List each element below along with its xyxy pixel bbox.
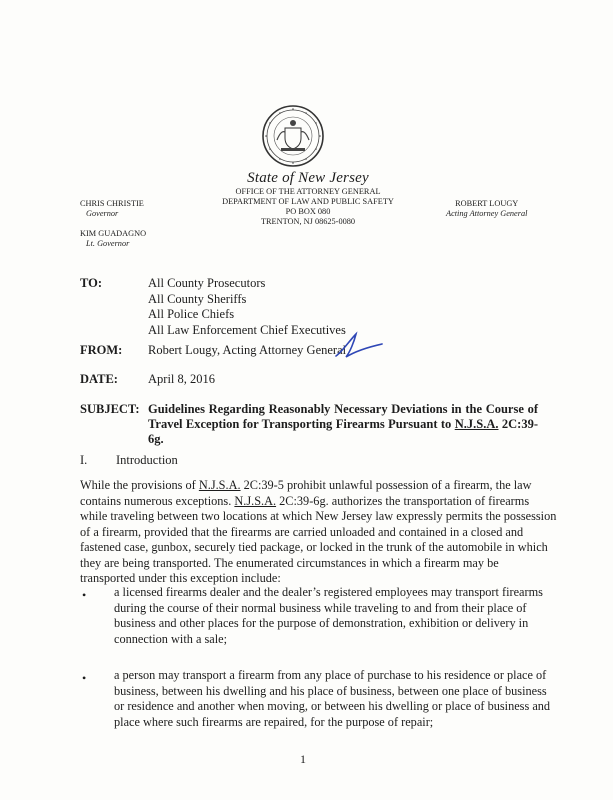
recipient: All Police Chiefs (148, 307, 235, 322)
text-run: While the provisions of (80, 478, 199, 492)
subject-value (148, 402, 538, 447)
bullet-item (114, 668, 551, 730)
bullet-line: during the course of their normal business while traveling to and from their place of (114, 600, 527, 615)
paragraph-line (80, 478, 535, 494)
subject-label: SUBJECT: (80, 402, 140, 416)
subject-text-end: 2C:39-6g. (148, 417, 538, 446)
section-title: Introduction (116, 453, 178, 467)
from-label: FROM: (80, 343, 123, 357)
bullet-line: business and other places for the purpose of demonstration, exhibition or delivery in (114, 616, 529, 630)
lt-governor-title: Lt. Governor (86, 239, 130, 248)
state-seal-image (261, 104, 325, 168)
bullet-line: a person may transport a firearm from any place of purchase to his residence or place of (114, 668, 547, 682)
bullet-line: connection with a sale; (114, 631, 228, 646)
intro-paragraph (80, 478, 557, 587)
ag-name: ROBERT LOUGY (455, 199, 519, 208)
governor-name: CHRIS CHRISTIE (80, 199, 144, 208)
bullet-line: place where such firearms are repaired, for the purpose of repair; (114, 714, 434, 729)
office-line: DEPARTMENT OF LAW AND PUBLIC SAFETY (222, 197, 394, 206)
paragraph-line: transported under this exception include: (80, 571, 281, 585)
office-address (196, 187, 420, 227)
to-recipients (148, 276, 346, 338)
paragraph-line: while traveling between two locations at which New Jersey law expressly permits the possession (80, 509, 557, 523)
to-label: TO: (80, 276, 102, 290)
section-number: I. (80, 453, 88, 467)
citation: N.J.S.A. (234, 493, 277, 508)
paragraph-line: fastened case, gunbox, securely tied package, or locked in the trunk of the automobile in which (80, 540, 548, 554)
bullet-item (114, 585, 543, 647)
subject-citation: N.J.S.A. (454, 417, 499, 431)
from-value: Robert Lougy, Acting Attorney General (148, 343, 347, 357)
signature-mark (330, 330, 386, 360)
date-value: April 8, 2016 (148, 372, 216, 386)
office-line: PO BOX 080 (285, 207, 331, 216)
paragraph-line: they are being transported. The enumerated circumstances in which a firearm may be (80, 555, 499, 570)
citation: N.J.S.A. (198, 478, 241, 492)
recipient: All County Sheriffs (148, 291, 247, 306)
attorney-general-block (446, 199, 527, 219)
office-line: OFFICE OF THE ATTORNEY GENERAL (235, 187, 381, 196)
bullet-marker: • (82, 671, 87, 685)
text-run: contains numerous exceptions. (80, 493, 235, 508)
recipient: All Law Enforcement Chief Executives (148, 322, 346, 337)
date-label: DATE: (80, 372, 118, 386)
office-line: TRENTON, NJ 08625-0080 (260, 217, 356, 226)
bullet-line: business, between his dwelling and his place of business, between one place of business (114, 683, 547, 698)
bullet-line: a licensed firearms dealer and the dealer’s registered employees may transport firearms (114, 585, 543, 599)
recipient: All County Prosecutors (148, 276, 266, 290)
state-title: State of New Jersey (247, 170, 369, 186)
text-run: 2C:39-6g. authorizes the transportation of firearms (276, 493, 530, 508)
page-number: 1 (300, 752, 306, 766)
bullet-line: or residence and another when moving, or between his dwelling or place of business and (114, 699, 551, 713)
section-heading (80, 453, 178, 468)
ag-title: Acting Attorney General (446, 209, 528, 218)
subject-text: Guidelines Regarding Reasonably Necessary Deviations in the Course of Travel Exception for Transporting Firearms Pursuant to (148, 402, 538, 431)
lt-governor-name: KIM GUADAGNO (80, 229, 147, 238)
governor-title: Governor (86, 209, 119, 218)
paragraph-line (80, 494, 535, 510)
paragraph-line: of a firearm, provided that the firearms are carried unloaded and contained in a closed and (80, 524, 524, 539)
lt-governor-block (80, 229, 146, 249)
governor-block (80, 199, 144, 219)
bullet-marker: • (82, 588, 87, 602)
text-run: 2C:39-5 prohibit unlawful possession of a firearm, the law (240, 478, 532, 492)
